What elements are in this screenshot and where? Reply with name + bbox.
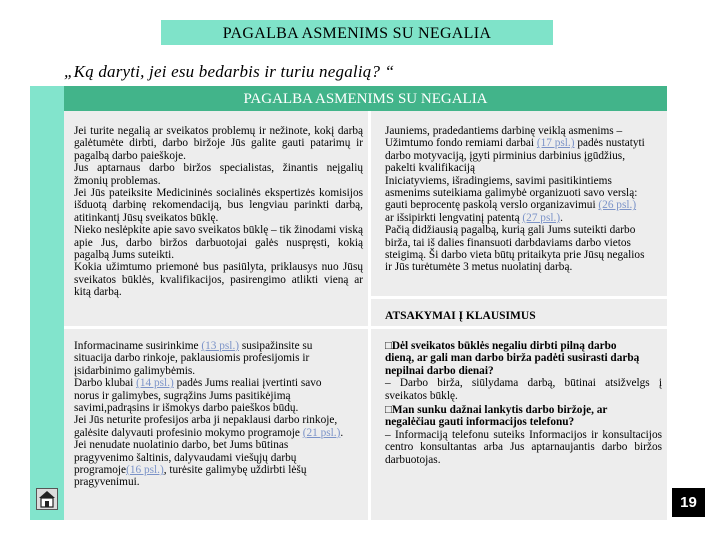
text-line: ar išsipirkti lengvatinį patentą (27 psl.). (385, 211, 563, 224)
paragraph: Jei Jūs pateiksite Medicininės socialinės ekspertizės komisijos išduotą darbinę rekomendaciją, bus lengviau parinkti darbą, atitinkantį Jūsų sveikatos būklę. (74, 187, 363, 224)
right-bottom-box (385, 340, 662, 466)
bullet-icon: □ (385, 404, 392, 417)
text-line: įsidarbinimo galimybėmis. (74, 364, 196, 377)
paragraph: Jei turite negalią ar sveikatos problemų ir nežinote, kokį darbą galėtumėte dirbti, darbo biržoje Jūs galite gauti patarimų ir pagalbą darbo paieškoje. (74, 125, 363, 162)
text-line: Iniciatyviems, išradingiems, savimi pasitikintiems (385, 174, 612, 187)
question-2: □Man sunku dažnai lankytis darbo biržoje, ar (385, 404, 608, 417)
text-line: Jei nenudate nuolatinio darbo, bet Jums būtinas (74, 439, 289, 452)
question-1: □Dėl sveikatos būklės negaliu dirbti pilną darbo (385, 340, 617, 352)
right-section-divider-1 (371, 296, 667, 299)
text-line: Užimtumo fondo remiami darbai (17 psl.) padės nustatyti (385, 137, 645, 150)
right-top-box (385, 125, 663, 274)
text-line: norus ir galimybes, sugrąžins Jums pasitikėjimą (74, 389, 291, 402)
text-line: darbo motyvaciją, įgyti pirminius darbinius įgūdžius, (385, 149, 626, 162)
text-line: Jei Jūs neturite profesijos arba ji nepaklausi darbo rinkoje, (74, 414, 338, 427)
text-line: birža, tai iš dalies finansuoti darbdaviams darbo vietos (385, 236, 631, 249)
text-line: asmenims suteikiama galimybė organizuoti savo verslą: (385, 187, 638, 200)
left-section-divider (64, 326, 368, 329)
text-line: pragyvenimui. (74, 476, 140, 489)
text-line: gauti beprocentę paskolą verslo organizavimui (26 psl.) (385, 199, 637, 212)
paragraph: Kokia užimtumo priemonė bus pasiūlyta, priklausys nuo Jūsų sveikatos būklės, kvalifikacijos, pasirengimo atlikti vieną ar kitą darbą. (74, 261, 363, 299)
page-link-26[interactable]: (26 psl.) (598, 199, 637, 212)
content-panel (64, 111, 667, 520)
page-link-16[interactable]: (16 psl.) (126, 464, 164, 477)
column-divider (368, 111, 371, 520)
text-line: negalėčiau gauti informacijos telefonu? (385, 416, 575, 429)
page-title: PAGALBA ASMENIMS SU NEGALIA (161, 20, 553, 45)
text-line: galėsite dalyvauti profesinio mokymo programoje (21 psl.). (74, 426, 344, 439)
page-link-17[interactable]: (17 psl.) (536, 137, 575, 150)
text-line: ir Jūs turėtumėte 3 metus nuolatinį darbą. (385, 261, 573, 274)
home-icon[interactable] (36, 488, 58, 510)
text-line: pragyvenimo šaltinis, dalyvaudami viešųjų darbų (74, 451, 297, 464)
text-line: programoje(16 psl.), turėsite galimybę uždirbti lėšų (74, 464, 307, 477)
text-line: Jauniems, pradedantiems darbinę veiklą asmenims – (385, 125, 623, 137)
page-number: 19 (672, 488, 705, 517)
text-line: nepilnai darbo dienai? (385, 364, 494, 377)
page-link-13[interactable]: (13 psl.) (201, 340, 240, 352)
text-line: pakelti kvalifikaciją (385, 162, 476, 175)
subtitle: „Ką daryti, jei esu bedarbis ir turiu negalią? “ (64, 62, 395, 81)
right-section-divider-2 (371, 326, 667, 329)
page-link-21[interactable]: (21 psl.) (302, 426, 341, 439)
paragraph: Nieko neslėpkite apie savo sveikatos būklę – tik žinodami viską apie Jus, darbo biržos darbuotojai galės nuspręsti, kokią pagalbą Jums suteikti. (74, 224, 363, 262)
left-top-box (74, 125, 363, 299)
paragraph: Jus aptarnaus darbo biržos specialistas, žinantis neįgalių žmonių problemas. (74, 162, 363, 187)
text-line: situacija darbo rinkoje, paklausiomis profesijomis ir (74, 352, 310, 365)
answer-1: – Darbo birža, siūlydama darbą, būtinai atsižvelgs į sveikatos būklę. (385, 377, 662, 402)
text-line: Darbo klubai (14 psl.) padės Jums realiai įvertinti savo (74, 377, 322, 390)
text-line: Informaciname susirinkime (13 psl.) susipažinsite su (74, 340, 313, 352)
faq-heading: ATSAKYMAI Į KLAUSIMUS (385, 310, 655, 322)
text-line: savimi,padrąsins ir išmokys darbo paieškos būdų. (74, 402, 299, 415)
section-banner: PAGALBA ASMENIMS SU NEGALIA (64, 86, 667, 111)
page-link-14[interactable]: (14 psl.) (136, 377, 174, 390)
left-decor-strip (30, 86, 64, 520)
bullet-icon: □ (385, 340, 392, 352)
text-line: Pačią didžiausią pagalbą, kurią gali Jums suteikti darbo (385, 224, 636, 237)
text-line: steigimą. Ši darbo vieta būtų pritaikyta prie Jūsų negalios (385, 249, 645, 262)
page-link-27[interactable]: (27 psl.) (522, 211, 561, 224)
text-line: dieną, ar gali man darbo birža padėti susirasti darbą (385, 352, 640, 365)
answer-2: – Informaciją telefonu suteiks Informacijos ir konsultacijos centro konsultantas arba Jus aptarnaujantis darbo biržos darbuotojas. (385, 428, 662, 466)
left-bottom-box (74, 340, 366, 489)
